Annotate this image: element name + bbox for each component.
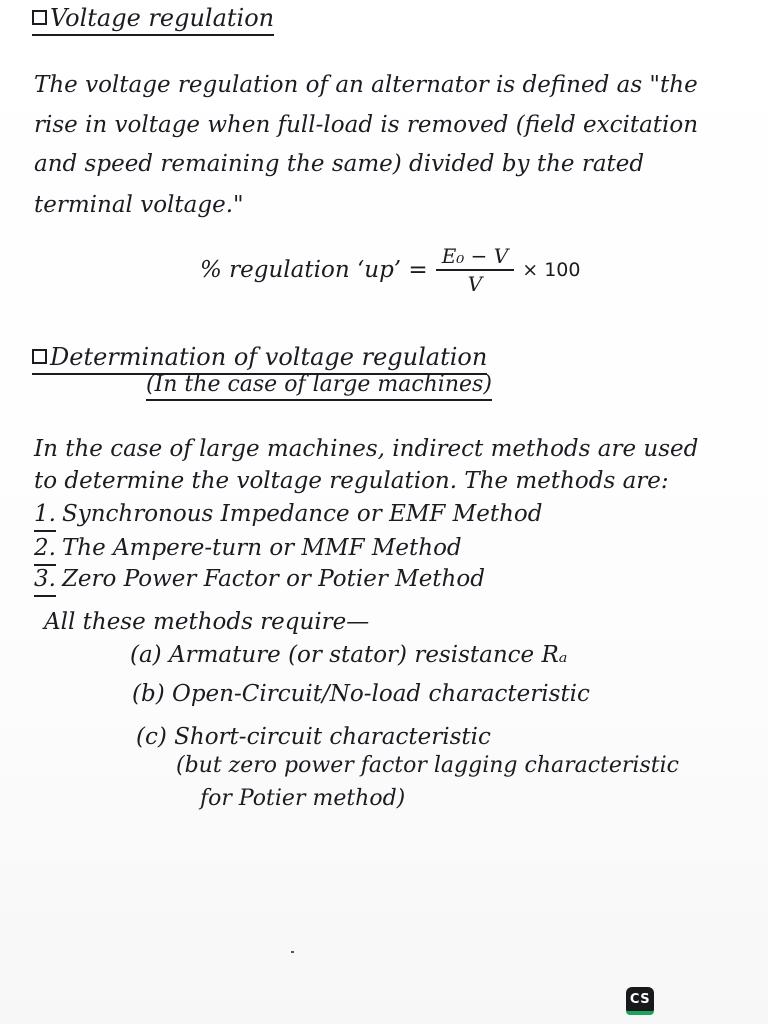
intro-line: to determine the voltage regulation. The methods are: <box>34 468 669 494</box>
paragraph-line: The voltage regulation of an alternator is defined as "the <box>34 72 698 98</box>
list-text: Zero Power Factor or Potier Method <box>61 566 485 592</box>
note-line: for Potier method) <box>200 786 406 811</box>
formula-fraction <box>436 244 515 296</box>
formula-lhs: % regulation ‘up’ = <box>200 257 428 283</box>
paragraph-line: rise in voltage when full-load is removed (field excitation <box>34 112 699 138</box>
list-item-method-1 <box>34 501 542 532</box>
list-text: Synchronous Impedance or EMF Method <box>61 501 543 527</box>
formula-denominator: V <box>467 272 483 296</box>
requirement-item: (b) Open-Circuit/No-load characteristic <box>132 681 590 707</box>
checkbox-bullet-icon <box>32 10 47 25</box>
intro-line: In the case of large machines, indirect methods are used <box>34 436 699 462</box>
list-number: 3. <box>34 566 56 597</box>
heading-text: Voltage regulation <box>50 4 275 32</box>
requirement-item: (a) Armature (or stator) resistance Rₐ <box>130 642 568 668</box>
regulation-formula <box>200 244 580 296</box>
formula-numerator: E₀ − V <box>436 244 515 271</box>
note-line: (but zero power factor lagging characteristic <box>176 753 679 778</box>
section-heading-voltage-regulation <box>32 4 274 36</box>
list-item-method-2 <box>34 535 462 566</box>
camscanner-logo-icon: CS <box>626 987 654 1015</box>
checkbox-bullet-icon <box>32 349 47 364</box>
list-number: 2. <box>34 535 56 566</box>
requirements-intro: All these methods require— <box>44 609 370 635</box>
formula-multiplier: × 100 <box>522 259 581 281</box>
list-number: 1. <box>34 501 56 532</box>
section-subheading: (In the case of large machines) <box>146 372 492 401</box>
section-heading-determination <box>32 343 487 375</box>
list-item-method-3 <box>34 566 485 597</box>
paragraph-line: and speed remaining the same) divided by the rated <box>34 151 645 177</box>
heading-text: Determination of voltage regulation <box>50 343 488 371</box>
list-text: The Ampere-turn or MMF Method <box>61 535 462 561</box>
pen-mark <box>291 951 294 953</box>
requirement-item: (c) Short-circuit characteristic <box>136 724 491 750</box>
paragraph-line: terminal voltage." <box>34 192 244 218</box>
